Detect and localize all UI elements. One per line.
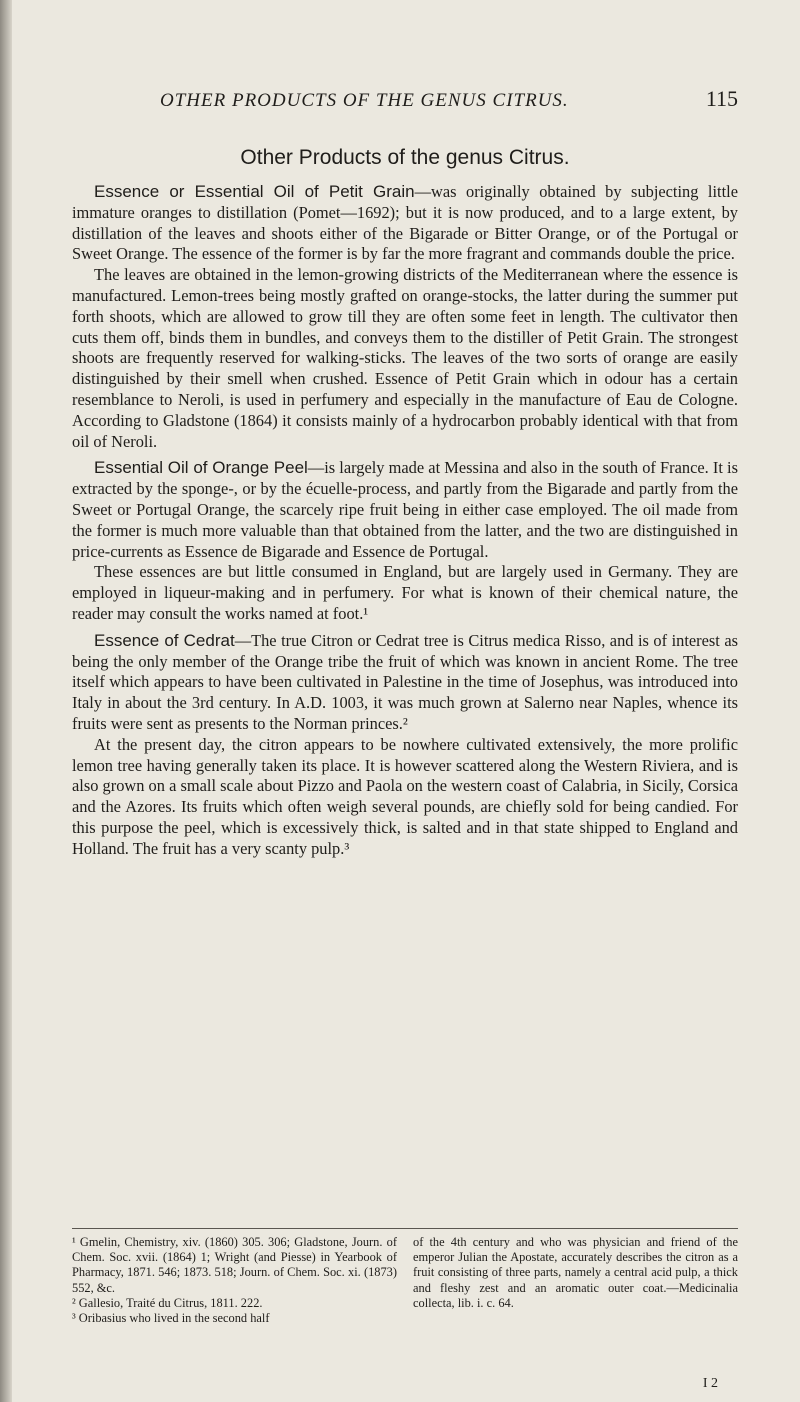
paragraph-lead: Essence of Cedrat: [94, 630, 235, 650]
section-title: Other Products of the genus Citrus.: [240, 146, 570, 169]
page-number: 115: [705, 86, 738, 111]
paragraph-lead: Essence or Essential Oil of Petit Grain: [94, 182, 415, 201]
paragraph-cedrat: [72, 631, 738, 735]
paragraph-citron-present: [72, 735, 738, 860]
paragraph-petit-grain: [72, 182, 738, 265]
binding-shadow: [0, 0, 12, 1402]
paragraph-orange-peel: [72, 458, 738, 562]
running-head-title: OTHER PRODUCTS OF THE GENUS CITRUS.: [160, 90, 569, 111]
footnotes: [72, 1228, 738, 1326]
signature-mark: I 2: [702, 1376, 718, 1391]
paragraph-lead: Essential Oil of Orange Peel: [94, 458, 308, 478]
running-head: [160, 86, 738, 112]
paragraph-text: These essences are but little consumed in England, but are largely used in Germany. They are employed in liqueur-making and in perfumery. For what is known of their chemical nature, the reader may consult the works named at foot.¹: [72, 562, 738, 623]
paragraph-text: At the present day, the citron appears to be nowhere cultivated extensively, the more prolific lemon tree having generally taken its place. It is however scattered along the Western Riviera, and is also grown on a small scale about Pizzo and Paola on the western coast of Calabria, in Sicily, Corsica and the Azores. Its fruits which often weigh several pounds, are chiefly sold for being candied. For this purpose the peel, which is excessively thick, is salted and in that state shipped to England and Holland. The fruit has a very scanty pulp.³: [72, 734, 738, 858]
paragraph-text: The leaves are obtained in the lemon-growing districts of the Mediterranean where the essence is manufactured. Lemon-trees being mostly grafted on orange-stocks, the latter during the summer put forth shoots, which are allowed to grow till they are often some feet in length. The cultivator then cuts them off, binds them in bundles, and conveys them to the distiller of Petit Grain. The strongest shoots are frequently reserved for walking-sticks. The leaves of the two sorts of orange are easily distinguished by their smell when crushed. Essence of Petit Grain which in odour has a certain resemblance to Neroli, is used in perfumery and especially in the manufacture of Eau de Cologne. According to Gladstone (1864) it consists mainly of a hydrocarbon probably identical with that from oil of Neroli.: [72, 265, 738, 451]
paragraph-text: —is largely made at Messina and also in the south of France. It is extracted by the sponge-, or by the écuelle-process, and partly from the Bigarade and partly from the Sweet or Portugal Orange, the scarcely ripe fruit being in either case employed. The oil made from the former is much more valuable than that obtained from the latter, and the two are distinguished in price-currents as Essence de Bigarade and Essence de Portugal.: [72, 458, 738, 561]
paragraph-text: —The true Citron or Cedrat tree is Citrus medica Risso, and is of interest as being the only member of the Orange tribe the fruit of which was known in ancient Rome. The tree itself which appears to have been cultivated in Palestine in the time of Josephus, was introduced into Italy in about the 3rd century. In A.D. 1003, it was much grown at Salerno near Naples, whence its fruits were sent as presents to the Norman princes.²: [72, 630, 739, 733]
paragraph-leaves: [72, 265, 738, 452]
body-text: [72, 182, 738, 860]
footnote-column-right: [413, 1235, 738, 1326]
footnote-column-left: [72, 1235, 397, 1326]
paragraph-text: —was originally obtained by subjecting little immature oranges to distillation (Pomet—1692); but it is now produced, and to a large extent, by distillation of the leaves and shoots either of the Bigarade or Bitter Orange, or of the Portugal or Sweet Orange. The essence of the former is by far the more fragrant and commands double the price.: [72, 182, 738, 264]
footnote-2: ² Gallesio, Traité du Citrus, 1811. 222.: [72, 1295, 263, 1310]
paragraph-essences-use: [72, 562, 738, 624]
footnote-1: ¹ Gmelin, Chemistry, xiv. (1860) 305. 306; Gladstone, Journ. of Chem. Soc. xvii. (1864) 1; Wright (and Piesse) in Yearbook of Pharmacy, 1871. 546; 1873. 518; Journ. of Chem. Soc. xi. (1873) 552, &c.: [72, 1235, 397, 1295]
footnote-3-continued: of the 4th century and who was physician and friend of the emperor Julian the Apostate, accurately describes the citron as a fruit consisting of three parts, namely a central acid pulp, a thick and fleshy zest and an aromatic outer coat.—Medicinalia collecta, lib. i. c. 64.: [413, 1235, 738, 1310]
footnote-3: ³ Oribasius who lived in the second half: [72, 1311, 270, 1326]
